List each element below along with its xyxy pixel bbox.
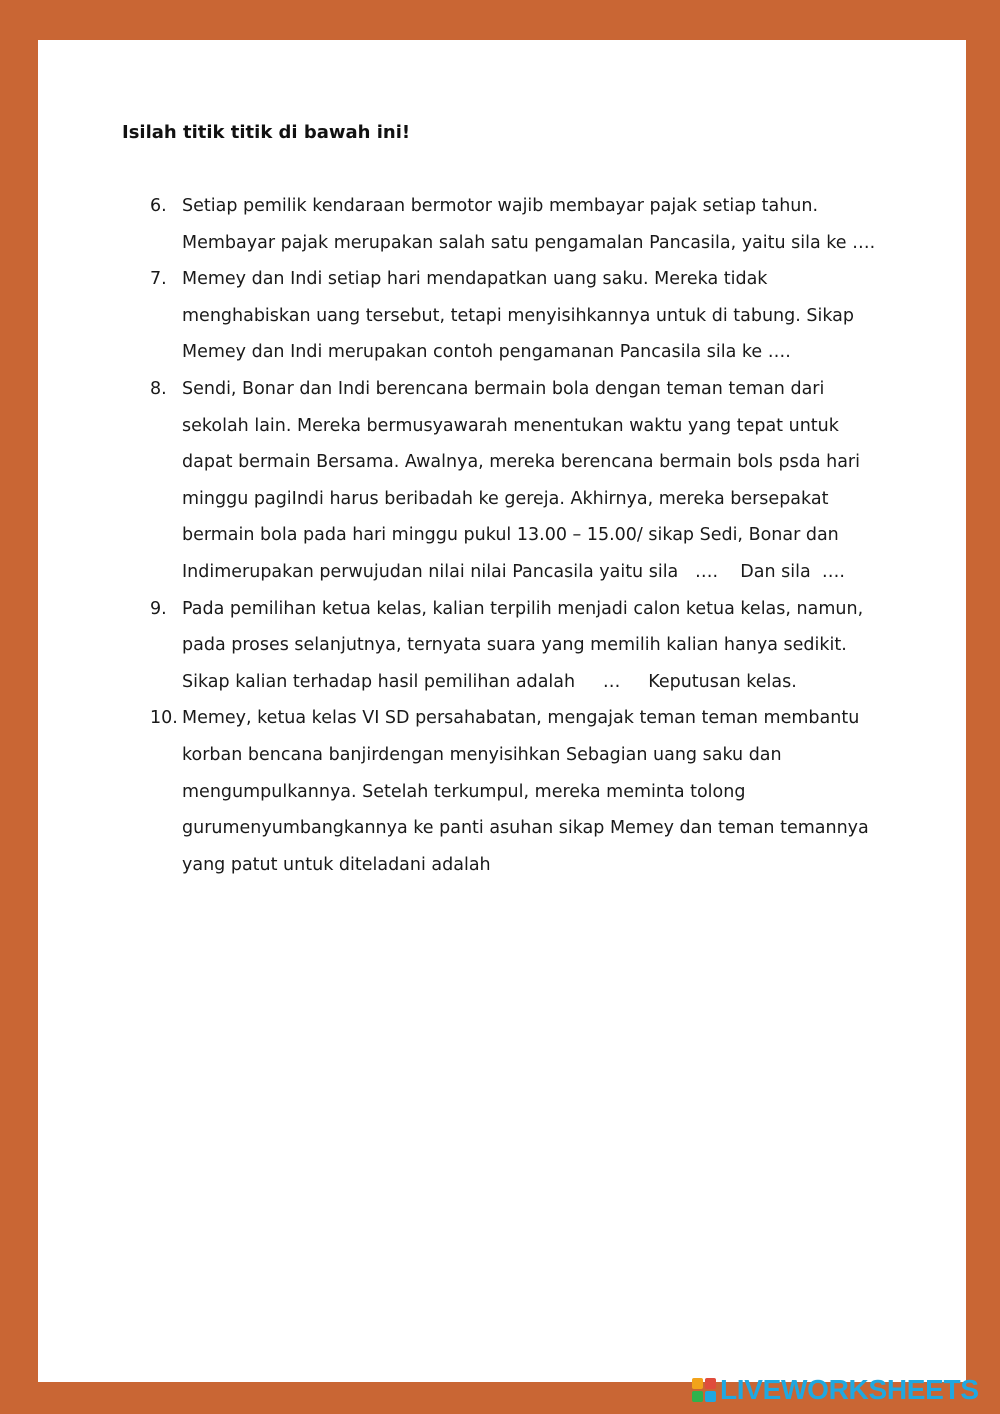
question-number: 7. [150,269,167,290]
liveworksheets-logo-icon [692,1378,716,1402]
question-item-10 [150,700,880,883]
brand-name: LIVEWORKSHEETS [720,1374,979,1405]
logo-square-i [705,1378,716,1389]
question-number: 8. [150,378,167,399]
question-item-9 [150,591,880,701]
question-text: Setiap pemilik kendaraan bermotor wajib membayar pajak setiap tahun. Membayar pajak merupakan salah satu pengamalan Pancasila, yaitu sila ke …. [182,196,876,253]
question-text: Sendi, Bonar dan Indi berencana bermain bola dengan teman teman dari sekolah lain. Mereka bermusyawarah menentukan waktu yang tepat untuk dapat bermain Bersama. Awalnya, mereka berencana bermain bols psda hari minggu pagiIndi harus beribadah ke gereja. Akhirnya, mereka bersepakat bermain bola pada hari minggu pukul 13.00 – 15.00/ sikap Sedi, Bonar dan Indimerupakan perwujudan nilai nilai Pancasila yaitu sila …. Dan sila …. [182,378,866,582]
question-item-7 [150,261,880,371]
logo-square-e [705,1391,716,1402]
logo-square-l [692,1378,703,1389]
liveworksheets-brand [692,1375,979,1405]
question-list [150,188,880,883]
worksheet-page [38,40,966,1382]
question-number: 10. [150,708,178,729]
question-number: 9. [150,598,167,619]
question-item-8 [150,371,880,591]
question-number: 6. [150,196,167,216]
question-item-6 [150,188,880,261]
logo-square-v [692,1391,703,1402]
question-text: Pada pemilihan ketua kelas, kalian terpilih menjadi calon ketua kelas, namun, pada proses selanjutnya, ternyata suara yang memilih kalian hanya sedikit. Sikap kalian terhadap hasil pemilihan adalah … Keputusan kelas. [182,598,869,692]
question-text: Memey dan Indi setiap hari mendapatkan uang saku. Mereka tidak menghabiskan uang tersebut, tetapi menyisihkannya untuk di tabung. Sikap Memey dan Indi merupakan contoh pengamanan Pancasila sila ke …. [182,269,860,363]
question-text: Memey, ketua kelas VI SD persahabatan, mengajak teman teman membantu korban bencana banjirdengan menyisihkan Sebagian uang saku dan mengumpulkannya. Setelah terkumpul, mereka meminta tolong gurumenyumbangkannya ke panti asuhan sikap Memey dan teman temannya yang patut untuk diteladani adalah [182,708,875,875]
instruction-heading: Isilah titik titik di bawah ini! [122,122,411,143]
